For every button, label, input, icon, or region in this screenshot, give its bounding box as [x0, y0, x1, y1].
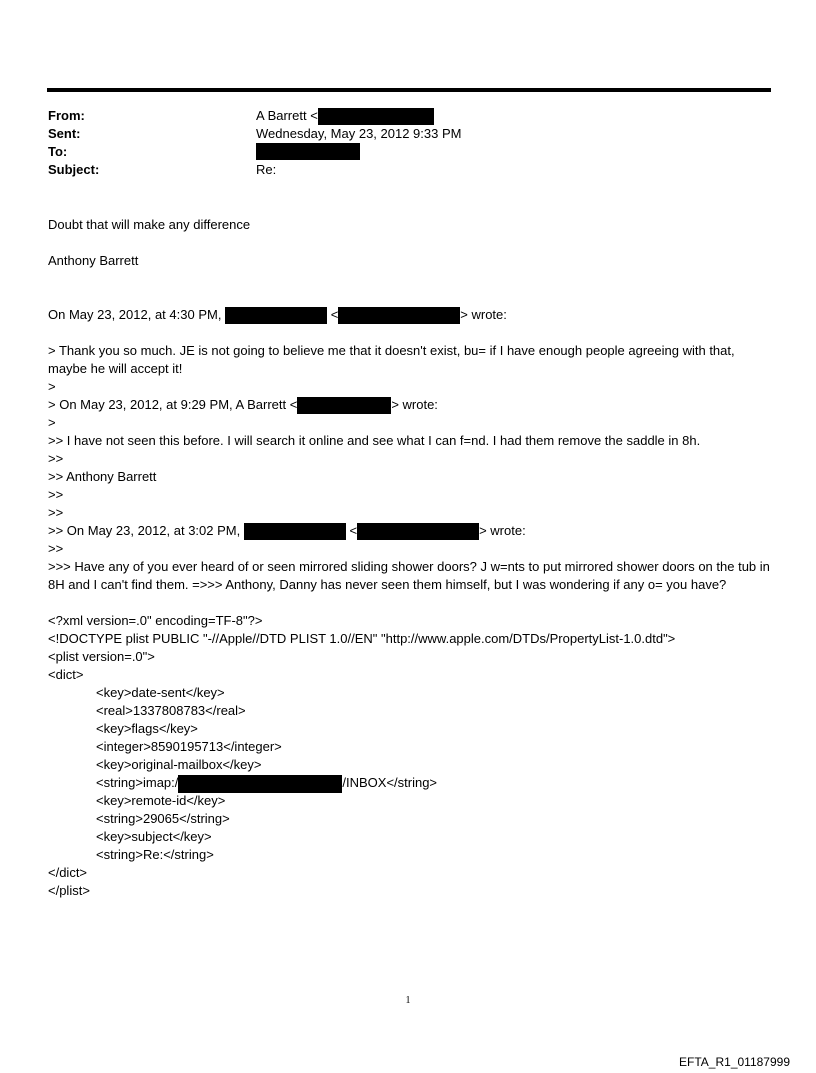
- mailbox-suffix: /INBOX</string>: [342, 775, 438, 790]
- mailbox-prefix: <string>imap:/: [96, 775, 179, 790]
- quote-header-2-text: > On May 23, 2012, at 9:29 PM, A Barrett <: [48, 397, 298, 412]
- plist-value: <integer>8590195713</integer>: [96, 739, 282, 754]
- from-label: From:: [48, 108, 85, 123]
- from-bracket: <: [310, 108, 318, 123]
- quote-marker: >: [48, 379, 56, 394]
- quote-marker: >>: [48, 505, 64, 520]
- quote-header-3-lt: <: [349, 523, 358, 538]
- quote-header-2: [48, 396, 438, 414]
- plist-value: <real>1337808783</real>: [96, 703, 246, 718]
- plist-value-mailbox: [96, 774, 437, 793]
- plist-key: <key>flags</key>: [96, 721, 198, 736]
- dict-open: <dict>: [48, 667, 84, 682]
- sent-label: Sent:: [48, 126, 81, 141]
- redaction-q1-name: [225, 307, 327, 324]
- plist-close: </plist>: [48, 883, 90, 898]
- quote-header-3: [48, 522, 526, 540]
- bates-number: EFTA_R1_01187999: [679, 1055, 790, 1069]
- quote-marker: >>: [48, 487, 64, 502]
- plist-key: <key>original-mailbox</key>: [96, 757, 262, 772]
- quote-header-1-wrote: > wrote:: [460, 307, 507, 322]
- sent-value: Wednesday, May 23, 2012 9:33 PM: [256, 126, 462, 141]
- redaction-from-email: [318, 108, 434, 125]
- quote-marker: >>: [48, 541, 64, 556]
- redaction-q2-email: [297, 397, 391, 414]
- quote-header-3-wrote: > wrote:: [479, 523, 526, 538]
- from-value: [256, 108, 434, 125]
- redaction-q1-email: [338, 307, 460, 324]
- page-number: 1: [405, 995, 411, 1006]
- redaction-q3-email: [357, 523, 479, 540]
- reply-2-signature: >> Anthony Barrett: [48, 469, 157, 484]
- quote-header-2-wrote: > wrote:: [391, 397, 438, 412]
- header-rule: [47, 88, 771, 92]
- from-name: A Barrett: [256, 108, 307, 123]
- subject-label: Subject:: [48, 162, 100, 177]
- redaction-mailbox: [178, 775, 342, 793]
- plist-open: <plist version=.0">: [48, 649, 155, 664]
- plist-key: <key>date-sent</key>: [96, 685, 225, 700]
- plist-value: <string>29065</string>: [96, 811, 230, 826]
- plist-value: <string>Re:</string>: [96, 847, 214, 862]
- quote-header-1: [48, 306, 507, 324]
- plist-key: <key>remote-id</key>: [96, 793, 226, 808]
- reply-1: > Thank you so much. JE is not going to believe me that it doesn't exist, bu= if I have enough people agreeing with that, maybe he will accept it!: [48, 343, 735, 376]
- plist-doctype: <!DOCTYPE plist PUBLIC "-//Apple//DTD PLIST 1.0//EN" "http://www.apple.com/DTDs/PropertyList-1.0.dtd">: [48, 631, 676, 646]
- quote-marker: >: [48, 415, 56, 430]
- signature: Anthony Barrett: [48, 253, 139, 268]
- redaction-q3-name: [244, 523, 346, 540]
- subject-value: Re:: [256, 162, 277, 177]
- quote-header-3-text: >> On May 23, 2012, at 3:02 PM,: [48, 523, 241, 538]
- reply-2: >> I have not seen this before. I will search it online and see what I can f=nd. I had them remove the saddle in 8h.: [48, 433, 701, 448]
- body-line: Doubt that will make any difference: [48, 217, 251, 232]
- reply-3: >>> Have any of you ever heard of or seen mirrored sliding shower doors? J w=nts to put mirrored shower doors on the tub in 8H and I can't find them. =>>> Anthony, Danny has never seen them himself, but I was wondering if any o= you have?: [48, 559, 770, 592]
- dict-close: </dict>: [48, 865, 88, 880]
- xml-declaration: <?xml version=.0" encoding=TF-8"?>: [48, 613, 263, 628]
- plist-key: <key>subject</key>: [96, 829, 212, 844]
- quote-header-1-text: On May 23, 2012, at 4:30 PM,: [48, 307, 222, 322]
- to-label: To:: [48, 144, 68, 159]
- to-value: [256, 143, 360, 160]
- quote-marker: >>: [48, 451, 64, 466]
- quote-header-1-lt: <: [330, 307, 339, 322]
- redaction-to: [256, 143, 360, 160]
